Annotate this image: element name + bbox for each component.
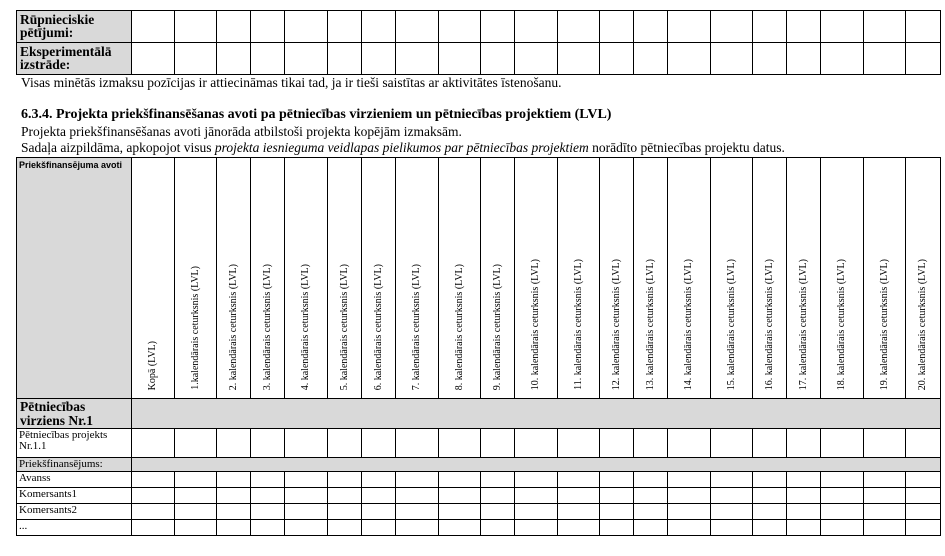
input-cell[interactable] <box>328 488 362 504</box>
input-cell[interactable] <box>396 488 439 504</box>
prefinancing-sources-table <box>16 157 941 536</box>
input-cell[interactable] <box>821 504 864 520</box>
column-header-label: 7. kalendārais ceturksnis (LVL) <box>411 263 422 390</box>
column-header-label: 8. kalendārais ceturksnis (LVL) <box>453 263 465 390</box>
cost-category-label: Rūpnieciskie pētījumi: <box>17 11 132 43</box>
column-header-label: 4. kalendārais ceturksnis (LVL) <box>300 263 311 390</box>
column-header <box>906 158 941 399</box>
column-header-label: 19. kalendārais ceturksnis (LVL) <box>878 258 890 390</box>
input-cell[interactable] <box>821 43 864 75</box>
input-cell[interactable] <box>396 520 439 536</box>
input-cell[interactable] <box>864 520 906 536</box>
input-cell[interactable] <box>668 429 711 458</box>
column-header-label: 6. kalendārais ceturksnis (LVL) <box>372 263 384 390</box>
column-header <box>175 158 217 399</box>
input-cell[interactable] <box>396 429 439 458</box>
input-cell[interactable] <box>558 472 600 488</box>
input-cell[interactable] <box>864 43 906 75</box>
research-project-label: Pētniecības projekts Nr.1.1 <box>17 429 132 458</box>
input-cell[interactable] <box>481 43 515 75</box>
column-header-label: 15. kalendārais ceturksnis (LVL) <box>725 258 737 390</box>
input-cell[interactable] <box>217 504 251 520</box>
table-row <box>17 488 941 504</box>
input-cell[interactable] <box>668 43 711 75</box>
table-row <box>17 520 941 536</box>
input-cell[interactable] <box>906 472 941 488</box>
input-cell[interactable] <box>821 520 864 536</box>
input-cell[interactable] <box>753 429 787 458</box>
input-cell[interactable] <box>668 472 711 488</box>
table-row <box>17 504 941 520</box>
input-cell[interactable] <box>328 504 362 520</box>
input-cell[interactable] <box>175 488 217 504</box>
input-cell[interactable] <box>175 504 217 520</box>
input-cell[interactable] <box>906 504 941 520</box>
input-cell[interactable] <box>251 520 285 536</box>
input-cell[interactable] <box>251 43 285 75</box>
input-cell[interactable] <box>285 472 328 488</box>
input-cell[interactable] <box>396 11 439 43</box>
input-cell[interactable] <box>668 504 711 520</box>
input-cell[interactable] <box>251 11 285 43</box>
research-direction-row <box>17 399 941 429</box>
input-cell[interactable] <box>906 429 941 458</box>
input-cell[interactable] <box>821 472 864 488</box>
first-column-header: Priekšfinansējuma avoti <box>17 158 132 399</box>
input-cell[interactable] <box>439 429 481 458</box>
input-cell[interactable] <box>634 429 668 458</box>
column-header <box>864 158 906 399</box>
input-cell[interactable] <box>711 472 753 488</box>
column-header-label: 12. kalendārais ceturksnis (LVL) <box>610 258 622 390</box>
column-header <box>328 158 362 399</box>
input-cell[interactable] <box>439 520 481 536</box>
input-cell[interactable] <box>328 472 362 488</box>
input-cell[interactable] <box>600 488 634 504</box>
input-cell[interactable] <box>711 520 753 536</box>
prefinancing-label: Priekšfinansējums: <box>17 458 132 472</box>
input-cell[interactable] <box>864 488 906 504</box>
input-cell[interactable] <box>821 429 864 458</box>
input-cell[interactable] <box>362 520 396 536</box>
input-cell[interactable] <box>362 504 396 520</box>
input-cell[interactable] <box>558 504 600 520</box>
prefinancing-fill <box>132 458 941 472</box>
column-header-label: 16. kalendārais ceturksnis (LVL) <box>763 258 775 390</box>
input-cell[interactable] <box>515 504 558 520</box>
input-cell[interactable] <box>864 504 906 520</box>
column-header-label: 14. kalendārais ceturksnis (LVL) <box>683 258 694 390</box>
input-cell[interactable] <box>515 429 558 458</box>
input-cell[interactable] <box>864 429 906 458</box>
input-cell[interactable] <box>481 504 515 520</box>
input-cell[interactable] <box>515 488 558 504</box>
input-cell[interactable] <box>132 429 175 458</box>
input-cell[interactable] <box>634 504 668 520</box>
input-cell[interactable] <box>711 11 753 43</box>
input-cell[interactable] <box>285 429 328 458</box>
input-cell[interactable] <box>634 11 668 43</box>
input-cell[interactable] <box>132 43 175 75</box>
input-cell[interactable] <box>558 43 600 75</box>
input-cell[interactable] <box>217 429 251 458</box>
input-cell[interactable] <box>217 488 251 504</box>
input-cell[interactable] <box>251 429 285 458</box>
input-cell[interactable] <box>132 488 175 504</box>
input-cell[interactable] <box>515 520 558 536</box>
input-cell[interactable] <box>634 43 668 75</box>
table-row <box>17 43 941 75</box>
input-cell[interactable] <box>558 429 600 458</box>
column-header <box>711 158 753 399</box>
input-cell[interactable] <box>328 520 362 536</box>
input-cell[interactable] <box>711 488 753 504</box>
input-cell[interactable] <box>439 488 481 504</box>
input-cell[interactable] <box>787 43 821 75</box>
input-cell[interactable] <box>864 472 906 488</box>
input-cell[interactable] <box>439 43 481 75</box>
research-costs-table <box>16 10 941 75</box>
input-cell[interactable] <box>711 429 753 458</box>
input-cell[interactable] <box>396 504 439 520</box>
input-cell[interactable] <box>285 43 328 75</box>
input-cell[interactable] <box>906 520 941 536</box>
input-cell[interactable] <box>558 11 600 43</box>
input-cell[interactable] <box>600 43 634 75</box>
input-cell[interactable] <box>558 520 600 536</box>
input-cell[interactable] <box>439 11 481 43</box>
column-header-label: 5. kalendārais ceturksnis (LVL) <box>338 263 350 390</box>
input-cell[interactable] <box>753 488 787 504</box>
column-header <box>787 158 821 399</box>
input-cell[interactable] <box>362 43 396 75</box>
input-cell[interactable] <box>787 520 821 536</box>
input-cell[interactable] <box>396 472 439 488</box>
prefinancing-row <box>17 458 941 472</box>
column-header-label: 11. kalendārais ceturksnis (LVL) <box>572 259 584 390</box>
input-cell[interactable] <box>285 488 328 504</box>
research-direction-fill <box>132 399 941 429</box>
input-cell[interactable] <box>328 11 362 43</box>
input-cell[interactable] <box>787 11 821 43</box>
input-cell[interactable] <box>362 488 396 504</box>
column-header <box>217 158 251 399</box>
input-cell[interactable] <box>821 488 864 504</box>
input-cell[interactable] <box>787 472 821 488</box>
section-line-1: Projekta priekšfinansēšanas avoti jānorāda atbilstoši projekta kopējām izmaksām. <box>21 124 462 139</box>
input-cell[interactable] <box>285 520 328 536</box>
input-cell[interactable] <box>217 11 251 43</box>
input-cell[interactable] <box>906 43 941 75</box>
input-cell[interactable] <box>668 488 711 504</box>
input-cell[interactable] <box>711 504 753 520</box>
column-header <box>132 158 175 399</box>
input-cell[interactable] <box>251 504 285 520</box>
input-cell[interactable] <box>362 472 396 488</box>
input-cell[interactable] <box>175 43 217 75</box>
input-cell[interactable] <box>481 429 515 458</box>
input-cell[interactable] <box>600 520 634 536</box>
input-cell[interactable] <box>217 472 251 488</box>
header-row <box>17 158 941 399</box>
input-cell[interactable] <box>906 488 941 504</box>
input-cell[interactable] <box>251 488 285 504</box>
input-cell[interactable] <box>515 472 558 488</box>
source-label: Avanss <box>17 472 132 488</box>
input-cell[interactable] <box>600 429 634 458</box>
source-label: Komersants2 <box>17 504 132 520</box>
research-project-row <box>17 429 941 458</box>
column-header-label: 3. kalendārais ceturksnis (LVL) <box>261 263 273 390</box>
column-header-label: 17. kalendārais ceturksnis (LVL) <box>797 258 809 390</box>
column-header-label: 10. kalendārais ceturksnis (LVL) <box>530 258 541 390</box>
input-cell[interactable] <box>285 504 328 520</box>
input-cell[interactable] <box>821 11 864 43</box>
input-cell[interactable] <box>753 520 787 536</box>
column-header-label: 9. kalendārais ceturksnis (LVL) <box>491 263 503 390</box>
input-cell[interactable] <box>634 520 668 536</box>
column-header <box>821 158 864 399</box>
input-cell[interactable] <box>515 11 558 43</box>
input-cell[interactable] <box>285 11 328 43</box>
column-header-label: 2. kalendārais ceturksnis (LVL) <box>227 263 239 390</box>
input-cell[interactable] <box>132 472 175 488</box>
column-header <box>481 158 515 399</box>
input-cell[interactable] <box>600 472 634 488</box>
column-header <box>558 158 600 399</box>
column-header-label: 13. kalendārais ceturksnis (LVL) <box>644 258 656 390</box>
input-cell[interactable] <box>132 504 175 520</box>
input-cell[interactable] <box>175 520 217 536</box>
input-cell[interactable] <box>634 488 668 504</box>
input-cell[interactable] <box>787 429 821 458</box>
column-header-label: 20. kalendārais ceturksnis (LVL) <box>917 258 928 390</box>
input-cell[interactable] <box>175 472 217 488</box>
table-row <box>17 472 941 488</box>
input-cell[interactable] <box>600 504 634 520</box>
input-cell[interactable] <box>132 520 175 536</box>
column-header-label: 18. kalendārais ceturksnis (LVL) <box>836 258 847 390</box>
input-cell[interactable] <box>396 43 439 75</box>
column-header <box>668 158 711 399</box>
source-label: ... <box>17 520 132 536</box>
input-cell[interactable] <box>481 11 515 43</box>
input-cell[interactable] <box>132 11 175 43</box>
input-cell[interactable] <box>439 504 481 520</box>
input-cell[interactable] <box>558 488 600 504</box>
input-cell[interactable] <box>328 43 362 75</box>
input-cell[interactable] <box>481 520 515 536</box>
input-cell[interactable] <box>787 488 821 504</box>
column-header <box>439 158 481 399</box>
input-cell[interactable] <box>251 472 285 488</box>
input-cell[interactable] <box>668 11 711 43</box>
input-cell[interactable] <box>600 11 634 43</box>
column-header <box>396 158 439 399</box>
eligibility-note: Visas minētās izmaksu pozīcijas ir attiecināmas tikai tad, ja ir tieši saistītas ar aktivitātes īstenošanu. <box>21 75 562 90</box>
input-cell[interactable] <box>481 472 515 488</box>
cost-category-label: Eksperimentālā izstrāde: <box>17 43 132 75</box>
input-cell[interactable] <box>362 429 396 458</box>
input-cell[interactable] <box>481 488 515 504</box>
section-line-2: Sadaļa aizpildāma, apkopojot visus projekta iesnieguma veidlapas pielikumos par pētniecības projektiem norādīto pētniecības projektu datus. <box>21 140 785 155</box>
input-cell[interactable] <box>711 43 753 75</box>
input-cell[interactable] <box>217 520 251 536</box>
column-header <box>251 158 285 399</box>
column-header <box>362 158 396 399</box>
input-cell[interactable] <box>175 11 217 43</box>
input-cell[interactable] <box>217 43 251 75</box>
input-cell[interactable] <box>362 11 396 43</box>
input-cell[interactable] <box>439 472 481 488</box>
column-header <box>285 158 328 399</box>
input-cell[interactable] <box>753 11 787 43</box>
column-header <box>753 158 787 399</box>
column-header-label: 1.kalendārais ceturksnis (LVL) <box>189 266 201 390</box>
column-header <box>600 158 634 399</box>
input-cell[interactable] <box>175 429 217 458</box>
input-cell[interactable] <box>668 520 711 536</box>
section-heading: 6.3.4. Projekta priekšfinansēšanas avoti pa pētniecības virzieniem un pētniecības projektiem (LVL) <box>21 107 612 122</box>
input-cell[interactable] <box>753 472 787 488</box>
column-header <box>515 158 558 399</box>
input-cell[interactable] <box>515 43 558 75</box>
input-cell[interactable] <box>753 43 787 75</box>
input-cell[interactable] <box>906 11 941 43</box>
column-header-label: Kopā (LVL) <box>147 340 158 390</box>
input-cell[interactable] <box>864 11 906 43</box>
source-label: Komersants1 <box>17 488 132 504</box>
input-cell[interactable] <box>328 429 362 458</box>
input-cell[interactable] <box>753 504 787 520</box>
table-row <box>17 11 941 43</box>
research-direction-label: Pētniecības virziens Nr.1 <box>17 399 132 429</box>
input-cell[interactable] <box>787 504 821 520</box>
column-header <box>634 158 668 399</box>
input-cell[interactable] <box>634 472 668 488</box>
